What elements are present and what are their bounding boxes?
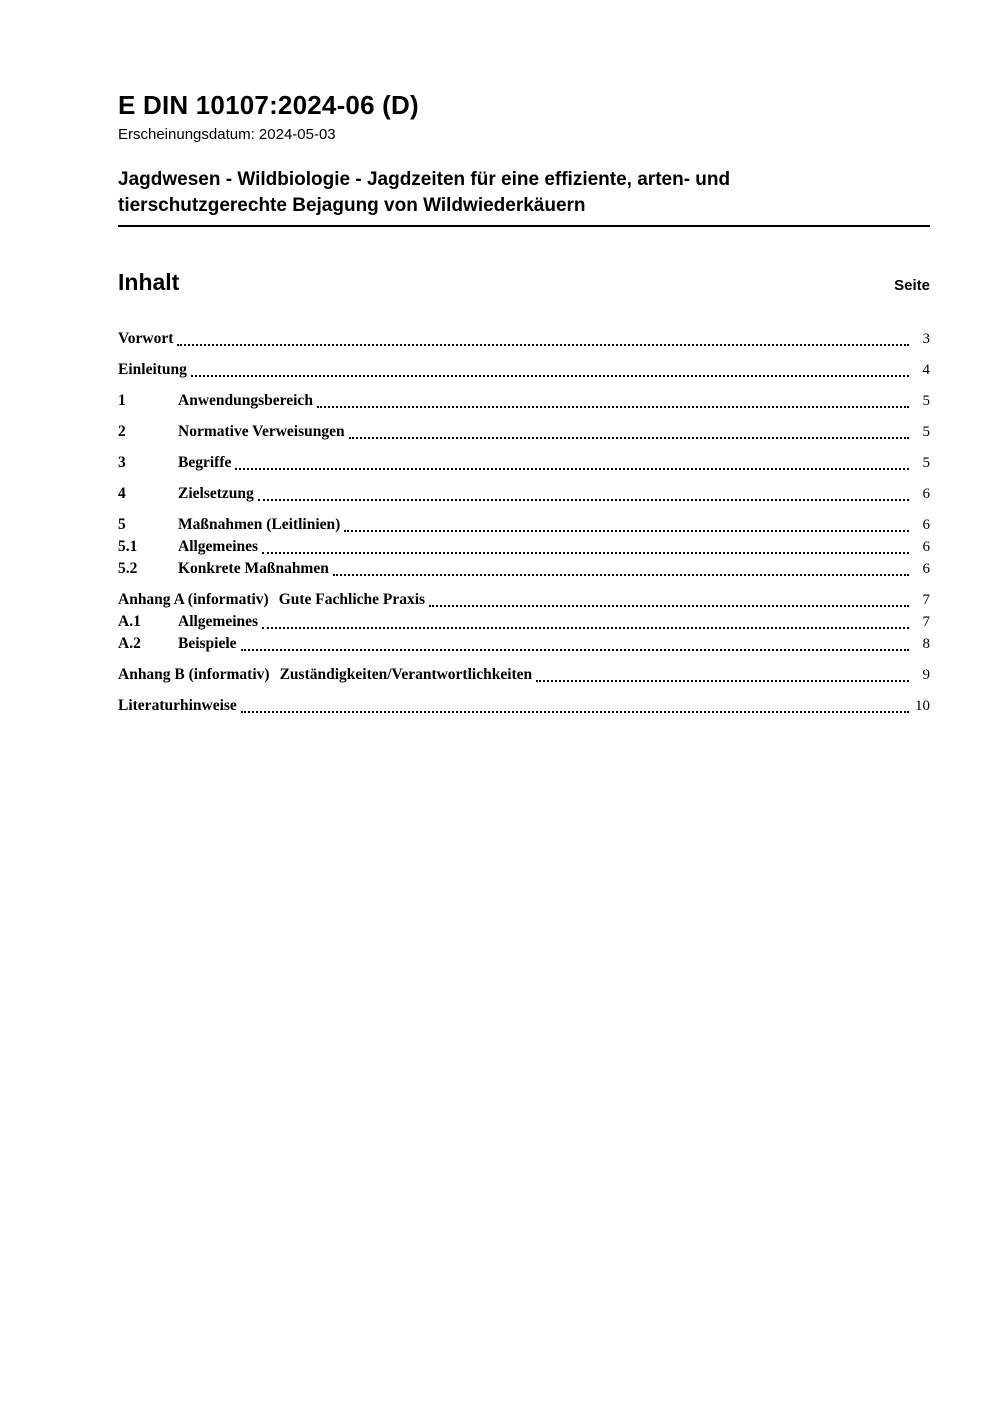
toc-entry-number: 1 xyxy=(118,392,126,410)
toc-list xyxy=(118,328,930,717)
toc-entry xyxy=(118,558,930,580)
toc-entry xyxy=(118,589,930,611)
toc-entry-number: A.2 xyxy=(118,635,141,653)
toc-leader-dots xyxy=(241,711,909,713)
doc-title-rule xyxy=(118,167,930,227)
toc-entry xyxy=(118,664,930,686)
toc-header xyxy=(118,269,930,296)
toc-entry-label: Normative Verweisungen xyxy=(178,423,345,441)
toc-entry-label: Gute Fachliche Praxis xyxy=(278,591,426,609)
toc-entry-label: Anwendungsbereich xyxy=(178,392,313,410)
toc-entry-number: Anhang A (informativ) xyxy=(118,591,269,609)
toc-entry xyxy=(118,328,930,350)
toc-entry-number: 3 xyxy=(118,454,126,472)
toc-entry-page: 5 xyxy=(922,424,930,441)
toc-page-column-label: Seite xyxy=(894,277,930,295)
toc-entry-page: 6 xyxy=(922,561,930,578)
toc-entry xyxy=(118,359,930,381)
toc-entry-label: Beispiele xyxy=(178,635,237,653)
toc-entry-page: 4 xyxy=(922,362,930,379)
toc-entry-page: 7 xyxy=(922,614,930,631)
toc-entry-number: Anhang B (informativ) xyxy=(118,666,270,684)
toc-leader-dots xyxy=(536,680,909,682)
toc-entry-label: Vorwort xyxy=(118,330,174,348)
toc-entry-page: 6 xyxy=(922,539,930,556)
toc-entry-page: 3 xyxy=(922,331,930,348)
toc-entry xyxy=(118,611,930,633)
toc-entry-page: 7 xyxy=(922,592,930,609)
toc-entry-label: Allgemeines xyxy=(178,538,259,556)
toc-entry-label: Zielsetzung xyxy=(178,485,254,503)
toc-entry xyxy=(118,452,930,474)
toc-entry xyxy=(118,633,930,655)
toc-leader-dots xyxy=(235,468,909,470)
toc-leader-dots xyxy=(317,406,909,408)
toc-leader-dots xyxy=(333,574,909,576)
toc-entry-number: 5.2 xyxy=(118,560,138,578)
toc-entry-number: 5 xyxy=(118,516,126,534)
toc-entry-label: Begriffe xyxy=(178,454,232,472)
toc-entry xyxy=(118,390,930,412)
toc-entry xyxy=(118,421,930,443)
toc-entry-label: Zuständigkeiten/Verantwortlichkeiten xyxy=(279,666,533,684)
toc-entry-label: Konkrete Maßnahmen xyxy=(178,560,329,578)
toc-entry-page: 5 xyxy=(922,455,930,472)
toc-leader-dots xyxy=(344,530,909,532)
toc-entry xyxy=(118,536,930,558)
toc-entry xyxy=(118,695,930,717)
toc-leader-dots xyxy=(262,552,909,554)
toc-entry-number: A.1 xyxy=(118,613,141,631)
toc-entry-page: 9 xyxy=(922,667,930,684)
toc-leader-dots xyxy=(258,499,909,501)
toc-entry-number: 2 xyxy=(118,423,126,441)
toc-heading: Inhalt xyxy=(118,269,180,296)
doc-number: E DIN 10107:2024-06 (D) xyxy=(118,90,419,120)
doc-title: Jagdwesen - Wildbiologie - Jagdzeiten für eine effiziente, arten- und tierschutzgerechte Bejagung von Wildwiederkäuern xyxy=(118,169,731,216)
toc-leader-dots xyxy=(262,627,909,629)
toc-leader-dots xyxy=(349,437,909,439)
toc-entry-page: 6 xyxy=(922,517,930,534)
toc-entry-number: 4 xyxy=(118,485,126,503)
publication-date: Erscheinungsdatum: 2024-05-03 xyxy=(118,126,336,143)
toc-entry xyxy=(118,514,930,536)
toc-entry-page: 6 xyxy=(922,486,930,503)
toc-leader-dots xyxy=(429,605,909,607)
toc-entry-page: 5 xyxy=(922,393,930,410)
toc-entry-label: Einleitung xyxy=(118,361,187,379)
toc-entry-label: Literaturhinweise xyxy=(118,697,237,715)
toc-entry-label: Maßnahmen (Leitlinien) xyxy=(178,516,341,534)
toc-leader-dots xyxy=(241,649,909,651)
toc-entry-number: 5.1 xyxy=(118,538,138,556)
toc-entry-page: 10 xyxy=(915,698,930,715)
toc-entry xyxy=(118,483,930,505)
toc-entry-page: 8 xyxy=(922,636,930,653)
toc-entry-label: Allgemeines xyxy=(178,613,259,631)
toc-leader-dots xyxy=(177,344,909,346)
toc-leader-dots xyxy=(191,375,909,377)
